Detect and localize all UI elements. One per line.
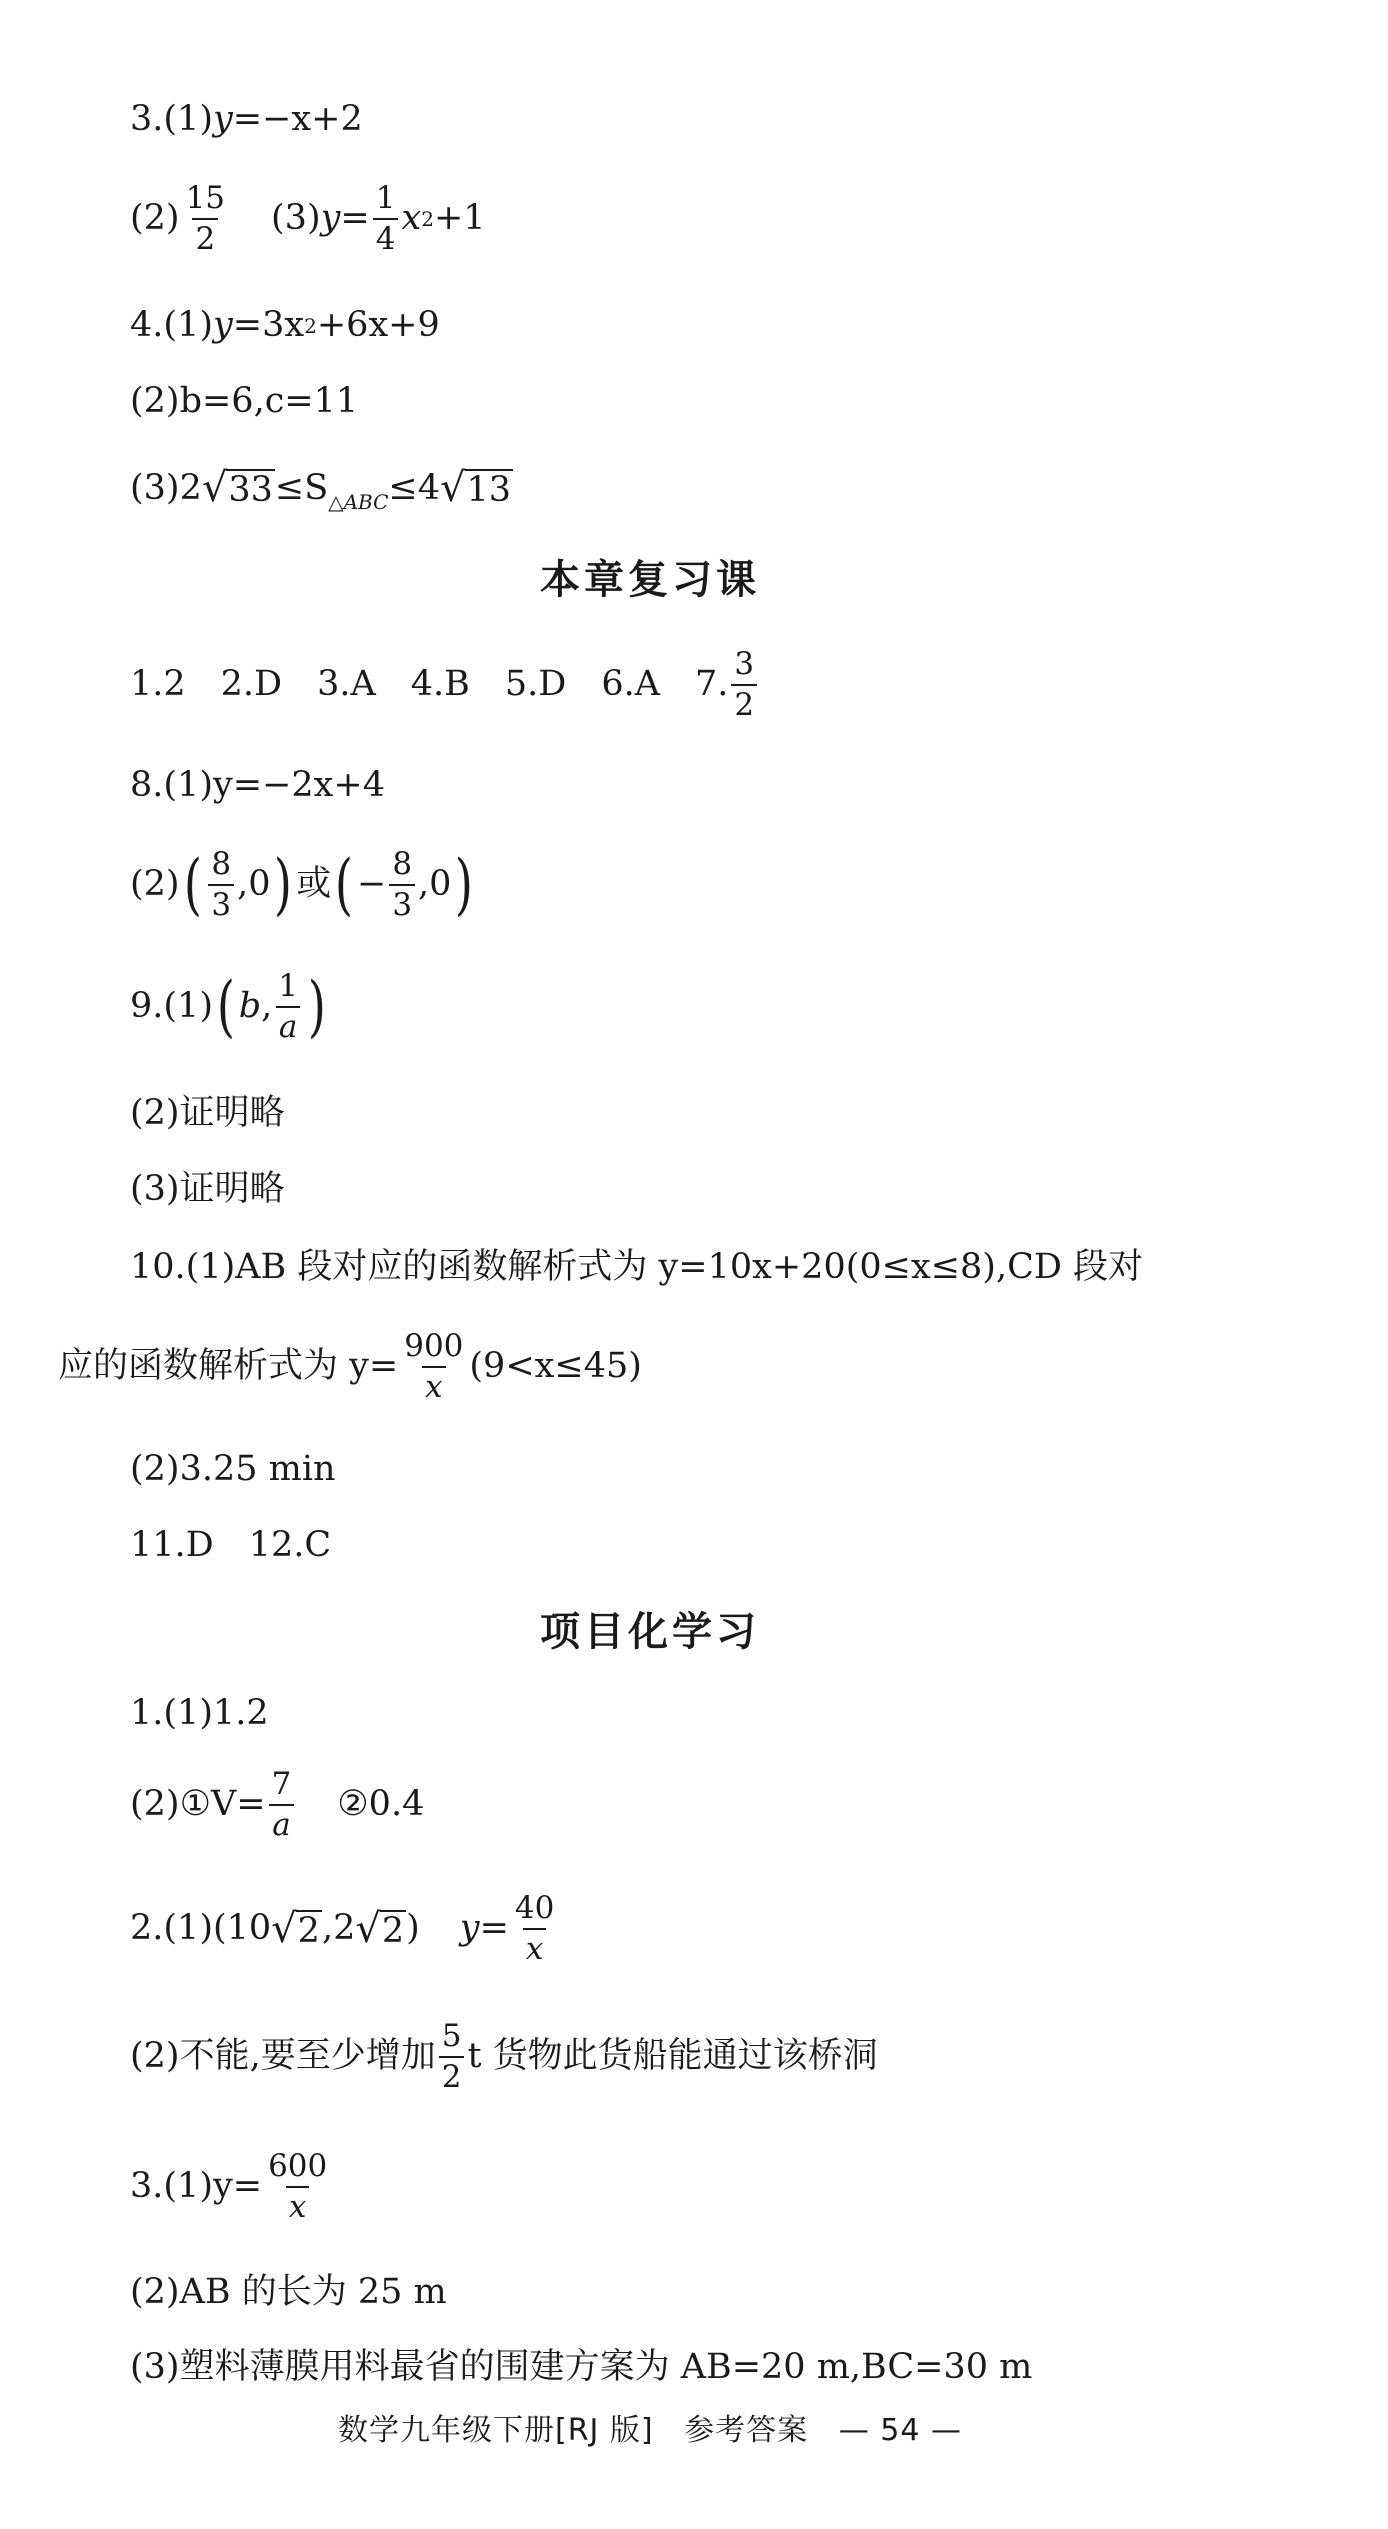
label: (3) [271,198,321,239]
fraction [269,1768,295,1841]
numerator: 8 [211,846,232,882]
expr: 11.D 12.C [130,1525,332,1565]
expr: 应的函数解析式为 y= [58,1346,399,1387]
radicand: 33 [228,470,273,510]
fraction [731,648,757,721]
answer-10-1-line2 [58,1330,642,1403]
numerator: 15 [185,180,226,216]
numerator: 600 [268,2148,328,2184]
denominator: 3 [389,884,415,922]
footer-section: 参考答案 [684,2413,809,2448]
radicand: 13 [466,470,512,510]
expr: (2)b=6,c=11 [130,381,359,421]
label: (3)2 [130,467,202,508]
numerator: 8 [392,846,413,882]
denominator: x [286,2186,309,2224]
expr: (2)证明略 [130,1093,285,1133]
expr: (2)3.25 min [130,1449,336,1489]
project-3-2 [130,2272,447,2312]
expr: t 货物此货船能通过该桥洞 [467,2036,878,2077]
denominator: 4 [373,218,399,256]
expr: 8.(1)y=−2x+4 [130,765,385,805]
page-footer [0,2405,1300,2449]
expr: (3)证明略 [130,1169,285,1209]
project-3-1 [130,2150,333,2223]
expr: (2)不能,要至少增加 [130,2036,436,2077]
fraction [208,848,234,921]
label: 4.(1) [130,305,213,345]
denominator: 2 [439,2056,465,2094]
sqrt: √ 13 [440,465,512,511]
answer-9-1: 9.(1) ( b , $\frac{1}{a}$ ) [130,967,326,1045]
label: 9.(1) [130,986,213,1027]
expr: ≤4 [388,467,441,508]
answer-8-2: (2) ( $\frac{8}{3}$ ,0 ) 或 ( − $\frac{8}{3}$ ,0 ) [130,845,474,923]
fraction [512,1892,557,1965]
fraction [389,848,415,921]
answer-4-1: 4.(1) y =3x 2 +6x+9 [130,305,440,345]
numerator: 3 [734,646,755,682]
denominator: a [269,1804,293,1842]
expr: (2)①V= [130,1784,266,1825]
sqrt: √ 2 [355,1905,405,1952]
numerator: 1 [278,968,299,1004]
expr: (3)塑料薄膜用料最省的围建方案为 AB=20 m,BC=30 m [130,2347,1033,2387]
label: (2) [130,864,180,905]
sqrt: √ 33 [201,465,273,511]
expr: (2)AB 的长为 25 m [130,2272,447,2312]
project-3-3 [130,2347,1033,2387]
fraction [439,2020,465,2093]
denominator: x [523,1928,546,1966]
answer-9-3 [130,1169,285,1209]
radicand: 2 [297,1910,320,1951]
expr: 1.(1)1.2 [130,1693,269,1733]
numerator: 5 [441,2018,462,2054]
numerator: 40 [514,1890,555,1926]
numerator: 1 [375,180,396,216]
denominator: 2 [192,218,218,256]
expr: +1 [433,198,486,239]
expr: ) [406,1908,420,1949]
expr: 3.(1)y= [130,2166,263,2207]
numerator: 7 [271,1766,292,1802]
expr: ,2 [321,1908,356,1949]
denominator: 2 [731,684,757,722]
subscript: △ABC [328,490,389,514]
project-1-1 [130,1693,269,1733]
fraction [373,182,399,255]
answer-4-2 [130,381,359,421]
expr: =3x [232,305,305,345]
numerator: 900 [404,1328,464,1364]
denominator: a [276,1006,300,1044]
answer-8-1 [130,765,385,805]
project-1-2 [130,1768,424,1841]
expr: =−x+2 [232,99,363,139]
or-text: 或 [296,864,332,905]
choices-text: 1.2 2.D 3.A 4.B 5.D 6.A 7. [130,664,729,705]
section-heading-review: 本章复习课 [540,557,760,603]
answer-3-2-3: (2) $\frac{15}{2}$ (3) y = $\frac{1}{4}$ x 2 +1 [130,180,486,257]
fraction [401,1330,466,1403]
project-2-1: 2.(1)(10 √ 2 ,2 √ 2 ) y = $\frac{40}{x}$ [130,1892,560,1965]
label: (2) [130,198,180,239]
section-heading-project: 项目化学习 [540,1609,760,1655]
answer-10-1-line1 [130,1247,1144,1287]
answer-11-12 [130,1525,332,1565]
project-2-2 [130,2020,878,2093]
expr: 10.(1)AB 段对应的函数解析式为 y=10x+20(0≤x≤8),CD 段对 [130,1247,1144,1287]
expr: ≤S [274,467,329,508]
sqrt: √ 2 [271,1905,320,1952]
denominator: 3 [208,884,234,922]
expr: 2.(1)(10 [130,1908,272,1949]
review-choices [130,648,760,721]
answer-9-2 [130,1093,285,1133]
fraction [183,182,228,255]
label: 3.(1) [130,99,213,139]
expr: ②0.4 [337,1784,425,1825]
answer-3-1: 3.(1) y =−x+2 [130,99,363,139]
fraction [275,970,301,1043]
fraction [265,2150,330,2223]
expr: (9<x≤45) [469,1346,642,1387]
book-title: 数学九年级下册[RJ 版] [338,2413,654,2448]
answer-10-2 [130,1449,336,1489]
page-number: — 54 — [838,2413,962,2448]
expr: +6x+9 [316,305,440,345]
denominator: x [422,1366,445,1404]
radicand: 2 [381,1910,405,1951]
answer-4-3 [130,465,513,514]
